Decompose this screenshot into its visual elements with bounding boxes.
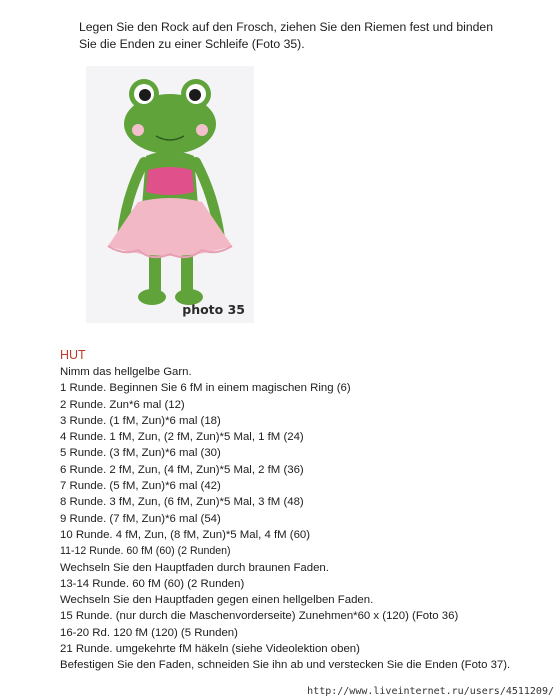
instruction-line: 5 Runde. (3 fM, Zun)*6 mal (30) — [60, 447, 221, 460]
instruction-line: 9 Runde. (7 fM, Zun)*6 mal (54) — [60, 512, 221, 525]
instruction-line: 21 Runde. umgekehrte fM häkeln (siehe Videolektion oben) — [60, 643, 360, 656]
frog-left-pupil — [139, 89, 151, 101]
instruction-line: 1 Runde. Beginnen Sie 6 fM in einem magischen Ring (6) — [60, 382, 351, 395]
frog-left-cheek — [132, 124, 144, 136]
source-url[interactable]: http://www.liveinternet.ru/users/4511209/ — [307, 686, 554, 697]
intro-line-2: Sie die Enden zu einer Schleife (Foto 35). — [79, 37, 305, 51]
instruction-line: 2 Runde. Zun*6 mal (12) — [60, 398, 185, 411]
instruction-line: 7 Runde. (5 fM, Zun)*6 mal (42) — [60, 480, 221, 493]
intro-line-1: Legen Sie den Rock auf den Frosch, ziehen Sie den Riemen fest und binden — [79, 20, 493, 34]
instruction-line: 11-12 Runde. 60 fM (60) (2 Runden) — [60, 545, 231, 558]
frog-right-pupil — [189, 89, 201, 101]
frog-top — [146, 167, 194, 195]
hut-section — [60, 346, 550, 674]
instruction-line: 4 Runde. 1 fM, Zun, (2 fM, Zun)*5 Mal, 1 fM (24) — [60, 431, 304, 444]
instruction-line: 15 Runde. (nur durch die Maschenvorderseite) Zunehmen*60 x (120) (Foto 36) — [60, 610, 459, 623]
instruction-line: Nimm das hellgelbe Garn. — [60, 366, 192, 378]
instruction-line: 10 Runde. 4 fM, Zun, (8 fM, Zun)*5 Mal, 4 fM (60) — [60, 528, 311, 541]
instruction-line: Wechseln Sie den Hauptfaden durch braunen Faden. — [60, 561, 329, 574]
photo-caption: photo 35 — [182, 302, 245, 317]
frog-photo — [86, 66, 254, 323]
instruction-line: 6 Runde. 2 fM, Zun, (4 fM, Zun)*5 Mal, 2 fM (36) — [60, 463, 304, 476]
instruction-line: 8 Runde. 3 fM, Zun, (6 fM, Zun)*5 Mal, 3 fM (48) — [60, 496, 304, 509]
frog-illustration — [86, 66, 254, 323]
frog-right-cheek — [196, 124, 208, 136]
instruction-line: 3 Runde. (1 fM, Zun)*6 mal (18) — [60, 414, 221, 427]
instruction-line: Befestigen Sie den Faden, schneiden Sie ihn ab und verstecken Sie die Enden (Foto 37). — [60, 659, 511, 672]
instruction-line: 13-14 Runde. 60 fM (60) (2 Runden) — [60, 577, 245, 590]
frog-left-foot — [138, 289, 166, 305]
instruction-line: Wechseln Sie den Hauptfaden gegen einen hellgelben Faden. — [60, 594, 374, 607]
intro-text — [79, 19, 539, 53]
instruction-line: 16-20 Rd. 120 fM (120) (5 Runden) — [60, 626, 238, 639]
hut-heading: HUT — [60, 348, 86, 362]
